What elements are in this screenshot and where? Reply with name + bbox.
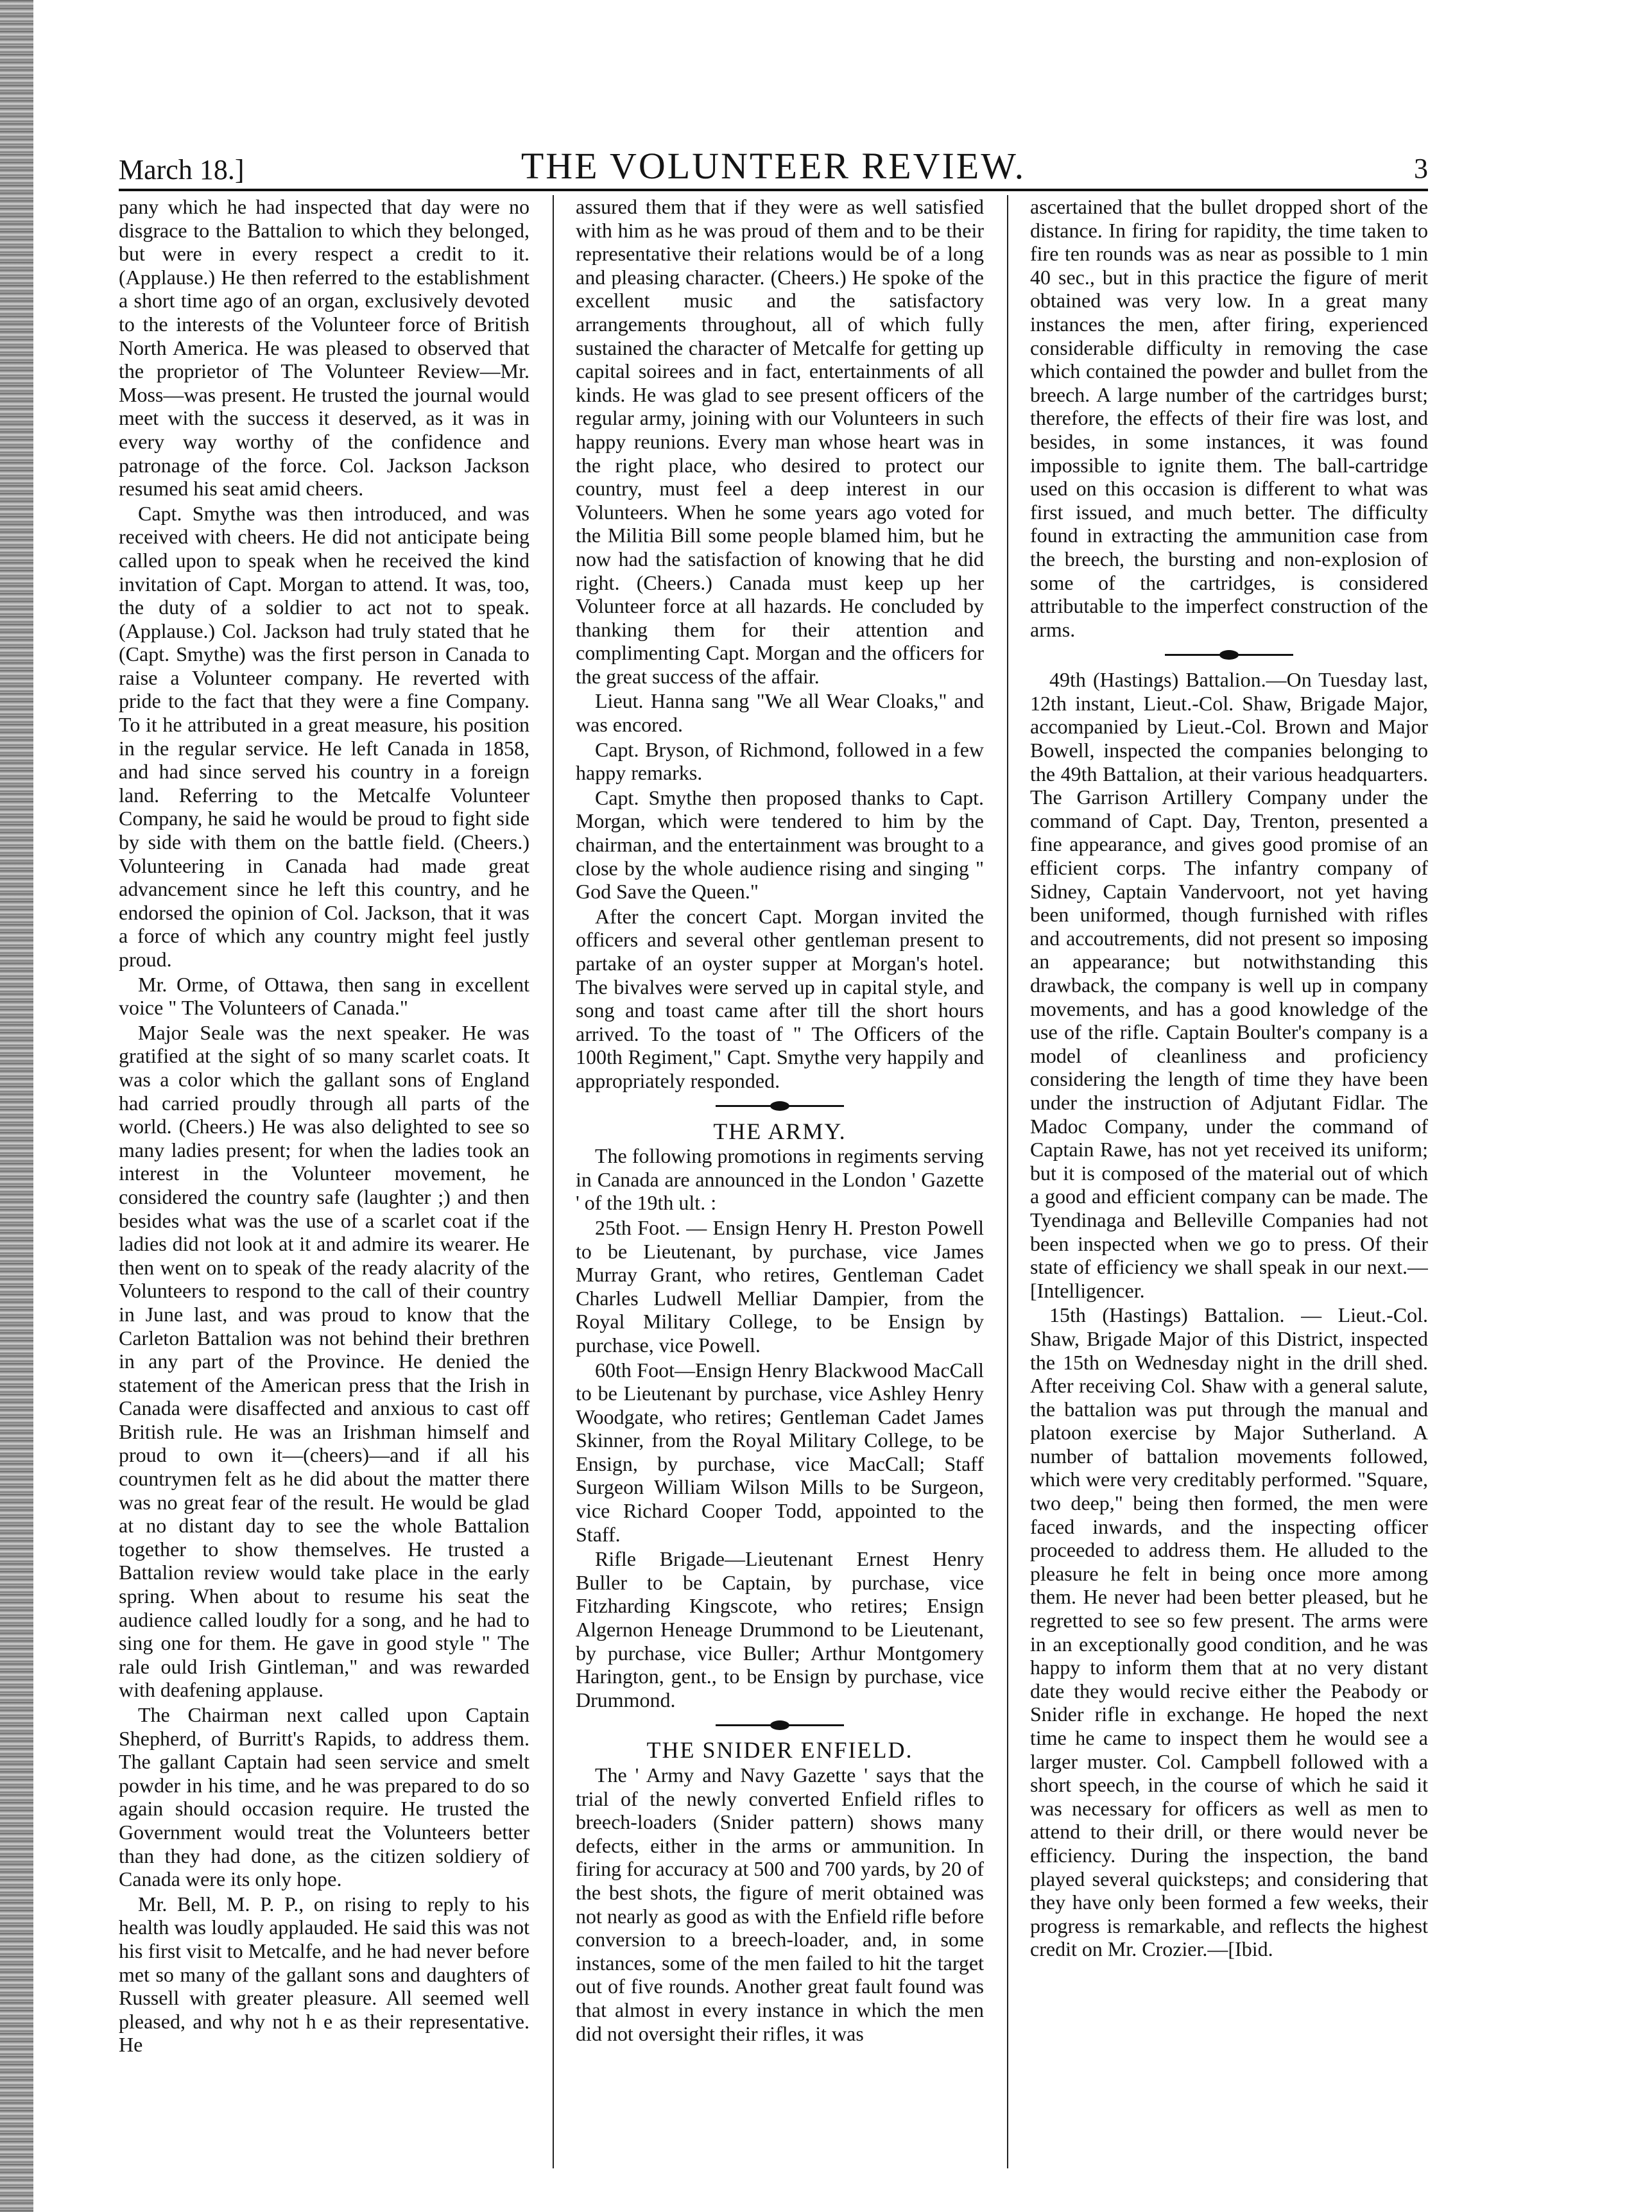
section-title-army: THE ARMY. (713, 1118, 847, 1144)
section-divider (1030, 646, 1428, 663)
page-binding-edge (0, 0, 33, 2212)
paragraph: 60th Foot—Ensign Henry Blackwood MacCall to be Lieutenant by purchase, vice Ashley Henry Woodgate, who retires; Gentleman Cadet James Skinner, from the Royal Military College, to be Ensign, by purchase, vice MacCall; Staff Surgeon William Wilson Mills to be Surgeon, vice Richard Cooper Todd, appointed to the Staff. (576, 1358, 984, 1546)
issue-date: March 18.] (119, 154, 245, 185)
paragraph: assured them that if they were as well satisfied with him as he was proud of them and to be their representative their relations would be of a long and pleasing character. (Cheers.) He spoke of the excellent music and the satisfactory arrangements throughout, all of which fully sustained the character of Metcalfe for getting up capital soirees and in fact, entertainments of all kinds. He was glad to see present officers of the regular army, joining with our Volunteers in such happy reunions. Every man whose heart was in the right place, who desired to protect our country, must feel a deep interest in our Volunteers. When he some years ago voted for the Militia Bill some people blamed him, but he now had the satisfaction of knowing that he did right. (Cheers.) Canada must keep up her Volunteer force at all hazards. He concluded by thanking them for their attention and complimenting Capt. Morgan and the officers for the great success of the affair. (576, 195, 984, 688)
column-rule (1007, 195, 1008, 2168)
column-2 (576, 195, 984, 2172)
column-3 (1030, 195, 1428, 2172)
section-title-snider-enfield: THE SNIDER ENFIELD. (646, 1737, 913, 1763)
paragraph: 49th (Hastings) Battalion.—On Tuesday last, 12th instant, Lieut.-Col. Shaw, Brigade Major, accompanied by Lieut.-Col. Brown and Major Bowell, inspected the companies belonging to the 49th Battalion, at their various headquarters. The Garrison Artillery Company under the command of Capt. Day, Trenton, presented a fine appearance, and gives good promise of an efficient corps. The infantry company of Sidney, Captain Vandervoort, not yet having been uniformed, though furnished with rifles and accoutrements, did not present so imposing an appearance; but notwithstanding this drawback, the company is well up in company movements, and has a good knowledge of the use of the rifle. Captain Boulter's company is a model of cleanliness and proficiency considering the length of time they have been under the instruction of Adjutant Fidlar. The Madoc Company, under the command of Captain Rawe, has not yet received its uniform; but it is composed of the material out of which a good and efficient company can be made. The Tyendinaga and Belleville Companies had not been inspected when we go to press. Of their state of efficiency we shall speak in our next.—[Intelligencer. (1030, 668, 1428, 1302)
page-header (119, 145, 1428, 191)
paragraph: Mr. Bell, M. P. P., on rising to reply to his health was loudly applauded. He said this was not his first visit to Metcalfe, and he had never before met so many of the gallant sons and daughters of Russell with greater pleasure. All seemed well pleased, and why not h e as their representative. He (119, 1892, 529, 2057)
section-divider (576, 1098, 984, 1115)
paragraph: The Chairman next called upon Captain Shepherd, of Burritt's Rapids, to address them. The gallant Captain had seen service and smelt powder in his time, and he was prepared to do so again should occasion require. He trusted the Government would treat the Volunteers better than they had done, as the citizen soldiery of Canada were its only hope. (119, 1703, 529, 1891)
page-number: 3 (1414, 153, 1428, 184)
paragraph: Lieut. Hanna sang "We all Wear Cloaks," and was encored. (576, 689, 984, 737)
section-divider (576, 1717, 984, 1733)
paragraph: Mr. Orme, of Ottawa, then sang in excellent voice " The Volunteers of Canada." (119, 972, 529, 1020)
paragraph: Major Seale was the next speaker. He was gratified at the sight of so many scarlet coats. It was a color which the gallant sons of England had carried proudly through all parts of the world. (Cheers.) He was also delighted to see so many ladies present; for when the ladies took an interest in the Volunteer movement, he considered the country safe (laughter ;) and then besides what was the use of a scarlet coat if the ladies did not look at it and admire its wearer. He then went on to speak of the ready alacrity of the Volunteers to respond to the call of their country in June last, and was proud to know that the Carleton Battalion was not behind their brethren in any part of the Province. He denied the statement of the American press that the Irish in Canada were disaffected and anxious to cast off British rule. He was an Irishman himself and proud to own it—(cheers)—and if all his countrymen felt as he did about the matter there was no great fear of the result. He would be glad at no distant day to see the whole Battalion together to show themselves. He trusted a Battalion review would take place in the early spring. When about to resume his seat the audience called loudly for a song, and he had to sing one for them. He gave in good style " The rale ould Irish Gintleman," and was rewarded with deafening applause. (119, 1020, 529, 1702)
paragraph: Capt. Smythe then proposed thanks to Capt. Morgan, which were tendered to him by the chairman, and the entertainment was brought to a close by the whole audience rising and singing " God Save the Queen." (576, 785, 984, 904)
article-columns (119, 195, 1428, 2175)
paragraph: 15th (Hastings) Battalion. — Lieut.-Col. Shaw, Brigade Major of this District, inspected the 15th on Wednesday night in the drill shed. After receiving Col. Shaw with a general salute, the battalion was put through the manual and platoon exercise by Major Sutherland. A number of battalion movements followed, which were very creditably performed. "Square, two deep," being then formed, the men were faced inwards, and the inspecting officer proceeded to address them. He alluded to the pleasure he felt in being once more among them. He never had been better pleased, but he regretted to see so few present. The arms were in an exceptionally good condition, and he was happy to inform them that at no very distant date they would recive either the Peabody or Snider rifle in exchange. He hoped the next time he came to inspect them he would see a larger muster. Col. Campbell followed with a short speech, in the course of which he said it was necessary for officers as well as men to attend to their drill, or there would never be efficiency. During the inspection, the band played several quicksteps; and considering that they have only been formed a few weeks, their progress is remarkable, and reflects the highest credit on Mr. Crozier.—[Ibid. (1030, 1303, 1428, 1961)
column-rule (553, 195, 554, 2168)
column-1 (119, 195, 529, 2172)
paragraph: pany which he had inspected that day were no disgrace to the Battalion to which they belonged, but were in every respect a credit to it. (Applause.) He then referred to the establishment a short time ago of an organ, exclusively devoted to the interests of the Volunteer force of British North America. He was pleased to observed that the proprietor of The Volunteer Review—Mr. Moss—was present. He trusted the journal would meet with the success it deserved, as it was in every way worthy of the confidence and patronage of the force. Col. Jackson Jackson resumed his seat amid cheers. (119, 195, 529, 501)
paragraph: ascertained that the bullet dropped short of the distance. In firing for rapidity, the time taken to fire ten rounds was as near as possible to 1 min 40 sec., but in this practice the figure of merit obtained was very low. In a great many instances the men, after firing, experienced considerable difficulty in removing the case which contained the powder and bullet from the breech. A large number of the cartridges burst; therefore, the effects of their fire was lost, and besides, in some instances, it was found impossible to ignite them. The ball-cartridge used on this occasion is different to what was first issued, and much better. The difficulty found in extracting the ammunition case from the breech, the bursting and non-explosion of some of the cartridges, is considered attributable to the imperfect construction of the arms. (1030, 195, 1428, 641)
paragraph: The ' Army and Navy Gazette ' says that the trial of the newly converted Enfield rifles to breech-loaders (Snider pattern) shows many defects, either in the arms or ammunition. In firing for accuracy at 500 and 700 yards, by 20 of the best shots, the figure of merit obtained was not nearly as good as with the Enfield rifle before conversion to a breech-loader, and, in some instances, some of the men failed to hit the target out of five rounds. Another great fault found was that almost in every instance in which the men did not oversight their rifles, it was (576, 1763, 984, 2045)
paragraph: Capt. Bryson, of Richmond, followed in a few happy remarks. (576, 737, 984, 785)
paragraph: 25th Foot. — Ensign Henry H. Preston Powell to be Lieutenant, by purchase, vice James Murray Grant, who retires, Gentleman Cadet Charles Ludwell Melliar Dampier, from the Royal Military College, to be Ensign by purchase, vice Powell. (576, 1215, 984, 1357)
paragraph: After the concert Capt. Morgan invited the officers and several other gentleman present to partake of an oyster supper at Morgan's hotel. The bivalves were served up in capital style, and song and toast came after till the short hours arrived. To the toast of " The Officers of the 100th Regiment," Capt. Smythe very happily and appropriately responded. (576, 904, 984, 1092)
paragraph: The following promotions in regiments serving in Canada are announced in the London ' Gazette ' of the 19th ult. : (576, 1144, 984, 1215)
paragraph: Capt. Smythe was then introduced, and was received with cheers. He did not anticipate being called upon to speak when he received the kind invitation of Capt. Morgan to attend. It was, too, the duty of a soldier to act not to speak. (Applause.) Col. Jackson had truly stated that he (Capt. Smythe) was the first person in Canada to raise a Volunteer company. He reverted with pride to the fact that they were a fine Company. To it he attributed in a great measure, his position in the regular service. He left Canada in 1858, and had since served his country in a foreign land. Referring to the Metcalfe Volunteer Company, he said he would be proud to fight side by side with them on the battle field. (Cheers.) Volunteering in Canada had made great advancement since he left this country, and he endorsed the opinion of Col. Jackson, that it was a force of which any country might feel justly proud. (119, 501, 529, 971)
masthead-title: THE VOLUNTEER REVIEW. (521, 145, 1026, 187)
paragraph: Rifle Brigade—Lieutenant Ernest Henry Buller to be Captain, by purchase, vice Fitzharding Kingscote, who retires; Ensign Algernon Heneage Drummond to be Lieutenant, by purchase, vice Buller; Arthur Montgomery Harington, gent., to be Ensign by purchase, vice Drummond. (576, 1547, 984, 1711)
